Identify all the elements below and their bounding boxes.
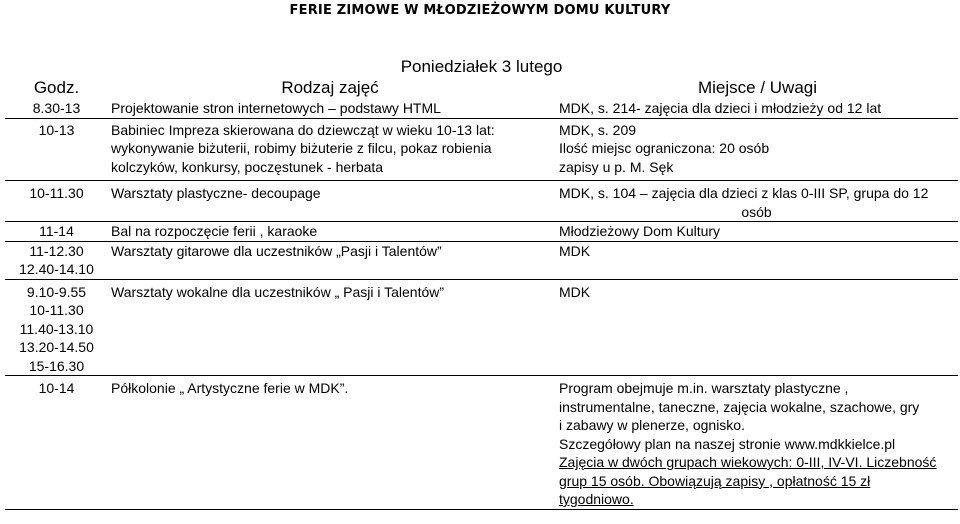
place-text: Program obejmuje m.in. warsztaty plastyczne , [559,380,849,396]
place-text: Szczegółowy plan na naszej stronie www.mdkkielce.pl [559,435,896,452]
time-value: 13.20-14.50 [19,339,94,355]
table-row [6,222,958,242]
activity-text: Bal na rozpoczęcie ferii , karaoke [111,223,318,239]
table-row [6,118,958,181]
time-value: 9.10-9.55 [26,283,87,300]
activity-cell [108,279,556,376]
place-text: instrumentalne, taneczne, zajęcia wokalne, szachowe, gry [559,398,920,415]
table-row [6,99,958,119]
time-value: 15-16.30 [28,357,85,374]
place-text: MDK, s. 209 [559,121,637,138]
activity-text: Warsztaty plastyczne- decoupage [111,185,321,201]
place-text: i zabawy w plenerze, ognisko. [559,417,745,433]
place-text: zapisy u p. M. Sęk [559,158,674,175]
activity-text: wykonywanie biżuterii, robimy biżuterie z filcu, pokaz robienia [111,140,492,156]
place-cell [556,222,958,242]
signup-note: grup 15 osób. Obowiązują zapisy , opłatność 15 zł [559,472,871,489]
table-row [6,181,958,222]
time-value: 10-14 [38,380,75,396]
place-cell [556,118,958,181]
page-title: FERIE ZIMOWE W MŁODZIEŻOWYM DOMU KULTURY [289,3,671,18]
activity-cell [108,118,556,181]
place-text: MDK [559,283,591,300]
activity-cell [108,222,556,242]
time-cell [6,279,108,376]
place-cell [556,181,958,222]
time-cell [6,181,108,222]
activity-text: Babiniec Impreza skierowana do dziewcząt w wieku 10-13 lat: [111,121,495,138]
column-header-place: Miejsce / Uwagi [556,78,958,99]
time-value: 12.40-14.10 [19,261,94,277]
signup-note: Zajęcia w dwóch grupach wiekowych: 0-III, IV-VI. Liczebność [559,454,937,470]
activity-cell [108,376,556,510]
activity-text: Warsztaty wokalne dla uczestników „ Pasji i Talentów” [111,283,445,300]
activity-text: Półkolonie „ Artystyczne ferie w MDK”. [111,380,349,396]
header-row [6,78,958,99]
place-cell [556,241,958,279]
table-row [6,376,958,510]
activity-text: Projektowanie stron internetowych – podstawy HTML [111,100,441,116]
place-cell [556,279,958,376]
place-cell [556,99,958,119]
time-value: 11-14 [39,223,74,239]
place-cell [556,376,958,510]
column-header-activity: Rodzaj zajęć [108,78,556,99]
table-row [6,241,958,279]
place-text: MDK, s. 214- zajęcia dla dzieci i młodzieży od 12 lat [559,100,882,116]
activity-text: Warsztaty gitarowe dla uczestników „Pasji i Talentów” [111,242,442,259]
time-value: 10-13 [38,121,75,138]
day-row [6,54,958,78]
activity-cell [108,181,556,222]
place-text: Ilość miejsc ograniczona: 20 osób [559,140,770,156]
activity-cell [108,99,556,119]
activity-cell [108,241,556,279]
time-cell [6,241,108,279]
time-cell [6,118,108,181]
place-text: MDK, s. 104 – zajęcia dla dzieci z klas 0-III SP, grupa do 12 [559,185,929,201]
time-value: 8.30-13 [32,100,81,116]
column-header-time: Godz. [6,78,108,99]
schedule-table [5,53,958,510]
signup-note: tygodniowo. [559,491,634,507]
time-value: 11-12.30 [29,242,84,259]
place-text: MDK [559,242,591,259]
time-cell [6,376,108,510]
time-value: 10-11.30 [29,302,84,318]
place-text: osób [741,203,772,220]
table-row [6,279,958,376]
place-text: Młodzieżowy Dom Kultury [559,223,721,239]
activity-text: kolczyków, konkursy, poczęstunek - herbata [111,158,384,175]
time-cell [6,222,108,242]
day-heading: Poniedziałek 3 lutego [400,57,563,76]
time-value: 11.40-13.10 [19,320,94,337]
time-cell [6,99,108,119]
time-value: 10-11.30 [29,185,84,201]
